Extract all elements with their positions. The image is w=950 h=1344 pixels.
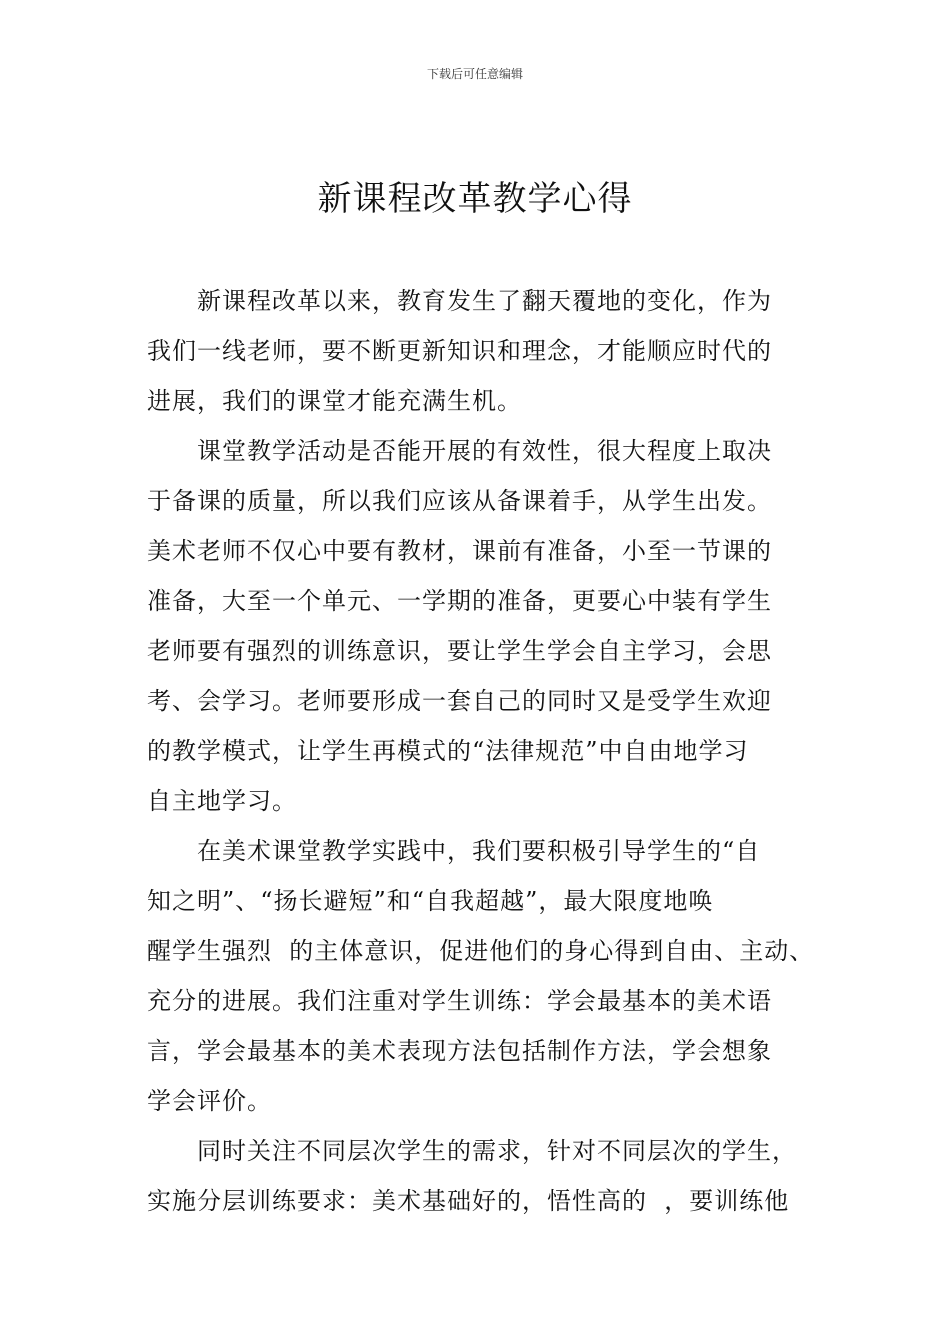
text-line: 考、会学习。老师要形成一套自己的同时又是受学生欢迎: [147, 687, 772, 715]
text-line: 在美术课堂教学实践中，我们要积极引导学生的“自: [197, 837, 761, 865]
text-line: 我们一线老师，要不断更新知识和理念，才能顺应时代的: [147, 337, 772, 365]
text-line: 老师要有强烈的训练意识，要让学生学会自主学习，会思: [147, 637, 772, 665]
text-line: 学会评价。: [147, 1087, 272, 1115]
text-line: 言，学会最基本的美术表现方法包括制作方法，学会想象: [147, 1037, 772, 1065]
text-line: 自主地学习。: [147, 787, 297, 815]
text-line: 充分的进展。我们注重对学生训练：学会最基本的美术语: [147, 987, 772, 1015]
text-line: 于备课的质量，所以我们应该从备课着手，从学生出发。: [147, 487, 772, 515]
text-line: 实施分层训练要求：美术基础好的，悟性高的 ，要训练他: [147, 1187, 790, 1215]
document-title: 新课程改革教学心得: [317, 179, 633, 219]
document-body: [147, 276, 837, 1226]
text-line: 美术老师不仅心中要有教材，课前有准备，小至一节课的: [147, 537, 772, 565]
text-line: 知之明”、“扬长避短”和“自我超越”，最大限度地唤: [147, 887, 714, 915]
text-line: 准备，大至一个单元、一学期的准备，更要心中装有学生: [147, 587, 772, 615]
text-line: 课堂教学活动是否能开展的有效性，很大程度上取决: [197, 437, 772, 465]
text-line: 醒学生强烈 的主体意识，促进他们的身心得到自由、主动、: [147, 937, 815, 965]
text-line: 新课程改革以来，教育发生了翻天覆地的变化，作为: [197, 287, 772, 315]
text-line: 同时关注不同层次学生的需求，针对不同层次的学生，: [197, 1137, 797, 1165]
text-line: 进展，我们的课堂才能充满生机。: [147, 387, 522, 415]
header-note: 下载后可任意编辑: [426, 67, 523, 81]
text-line: 的教学模式，让学生再模式的“法律规范”中自由地学习: [147, 737, 749, 765]
